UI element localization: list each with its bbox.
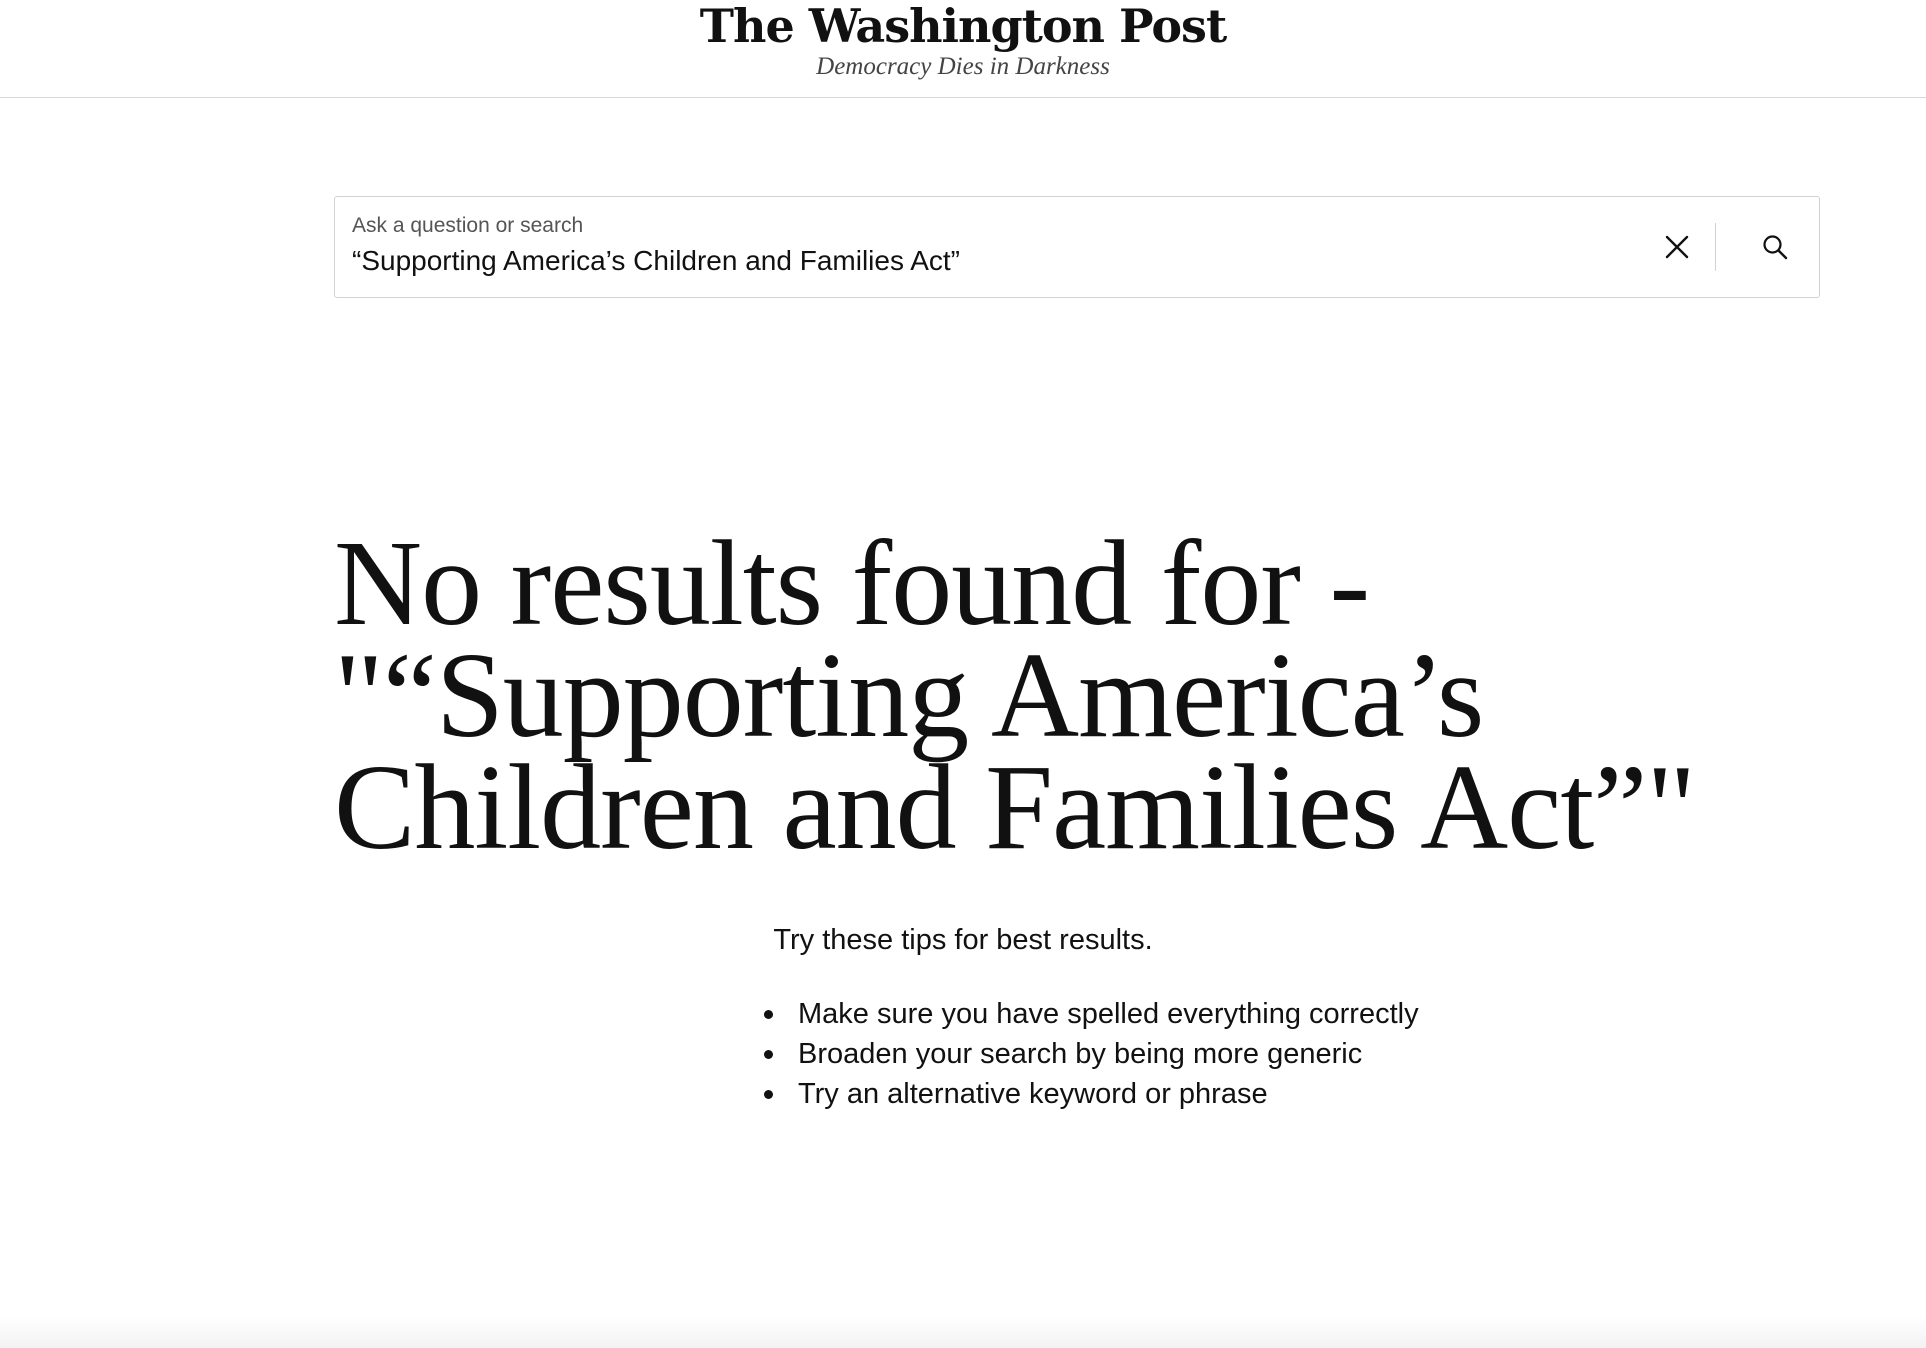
search-label: Ask a question or search [352, 214, 584, 237]
bullet-icon [764, 1010, 773, 1019]
search-divider [1715, 223, 1716, 271]
clear-search-button[interactable] [1653, 223, 1701, 271]
bullet-icon [764, 1050, 773, 1059]
search-icon [1761, 233, 1789, 261]
search-input[interactable] [352, 241, 1612, 281]
no-results-headline: No results found for - "“Supporting America’s Children and Families Act”" [334, 516, 1696, 875]
bullet-icon [764, 1090, 773, 1099]
tips-list [758, 994, 1419, 1114]
tip-text: Broaden your search by being more generic [798, 1038, 1363, 1070]
tip-text: Try an alternative keyword or phrase [798, 1078, 1268, 1110]
list-item [758, 994, 1419, 1034]
close-icon [1664, 234, 1690, 260]
bottom-shadow [0, 1316, 1926, 1348]
tips-title: Try these tips for best results. [773, 924, 1153, 956]
masthead [0, 0, 1926, 98]
list-item [758, 1034, 1419, 1074]
search-box [334, 196, 1820, 298]
search-submit-button[interactable] [1751, 223, 1799, 271]
tip-text: Make sure you have spelled everything correctly [798, 998, 1419, 1030]
tagline: Democracy Dies in Darkness [816, 53, 1110, 80]
list-item [758, 1074, 1419, 1114]
washington-post-logo[interactable]: The Washington Post [699, 0, 1227, 53]
